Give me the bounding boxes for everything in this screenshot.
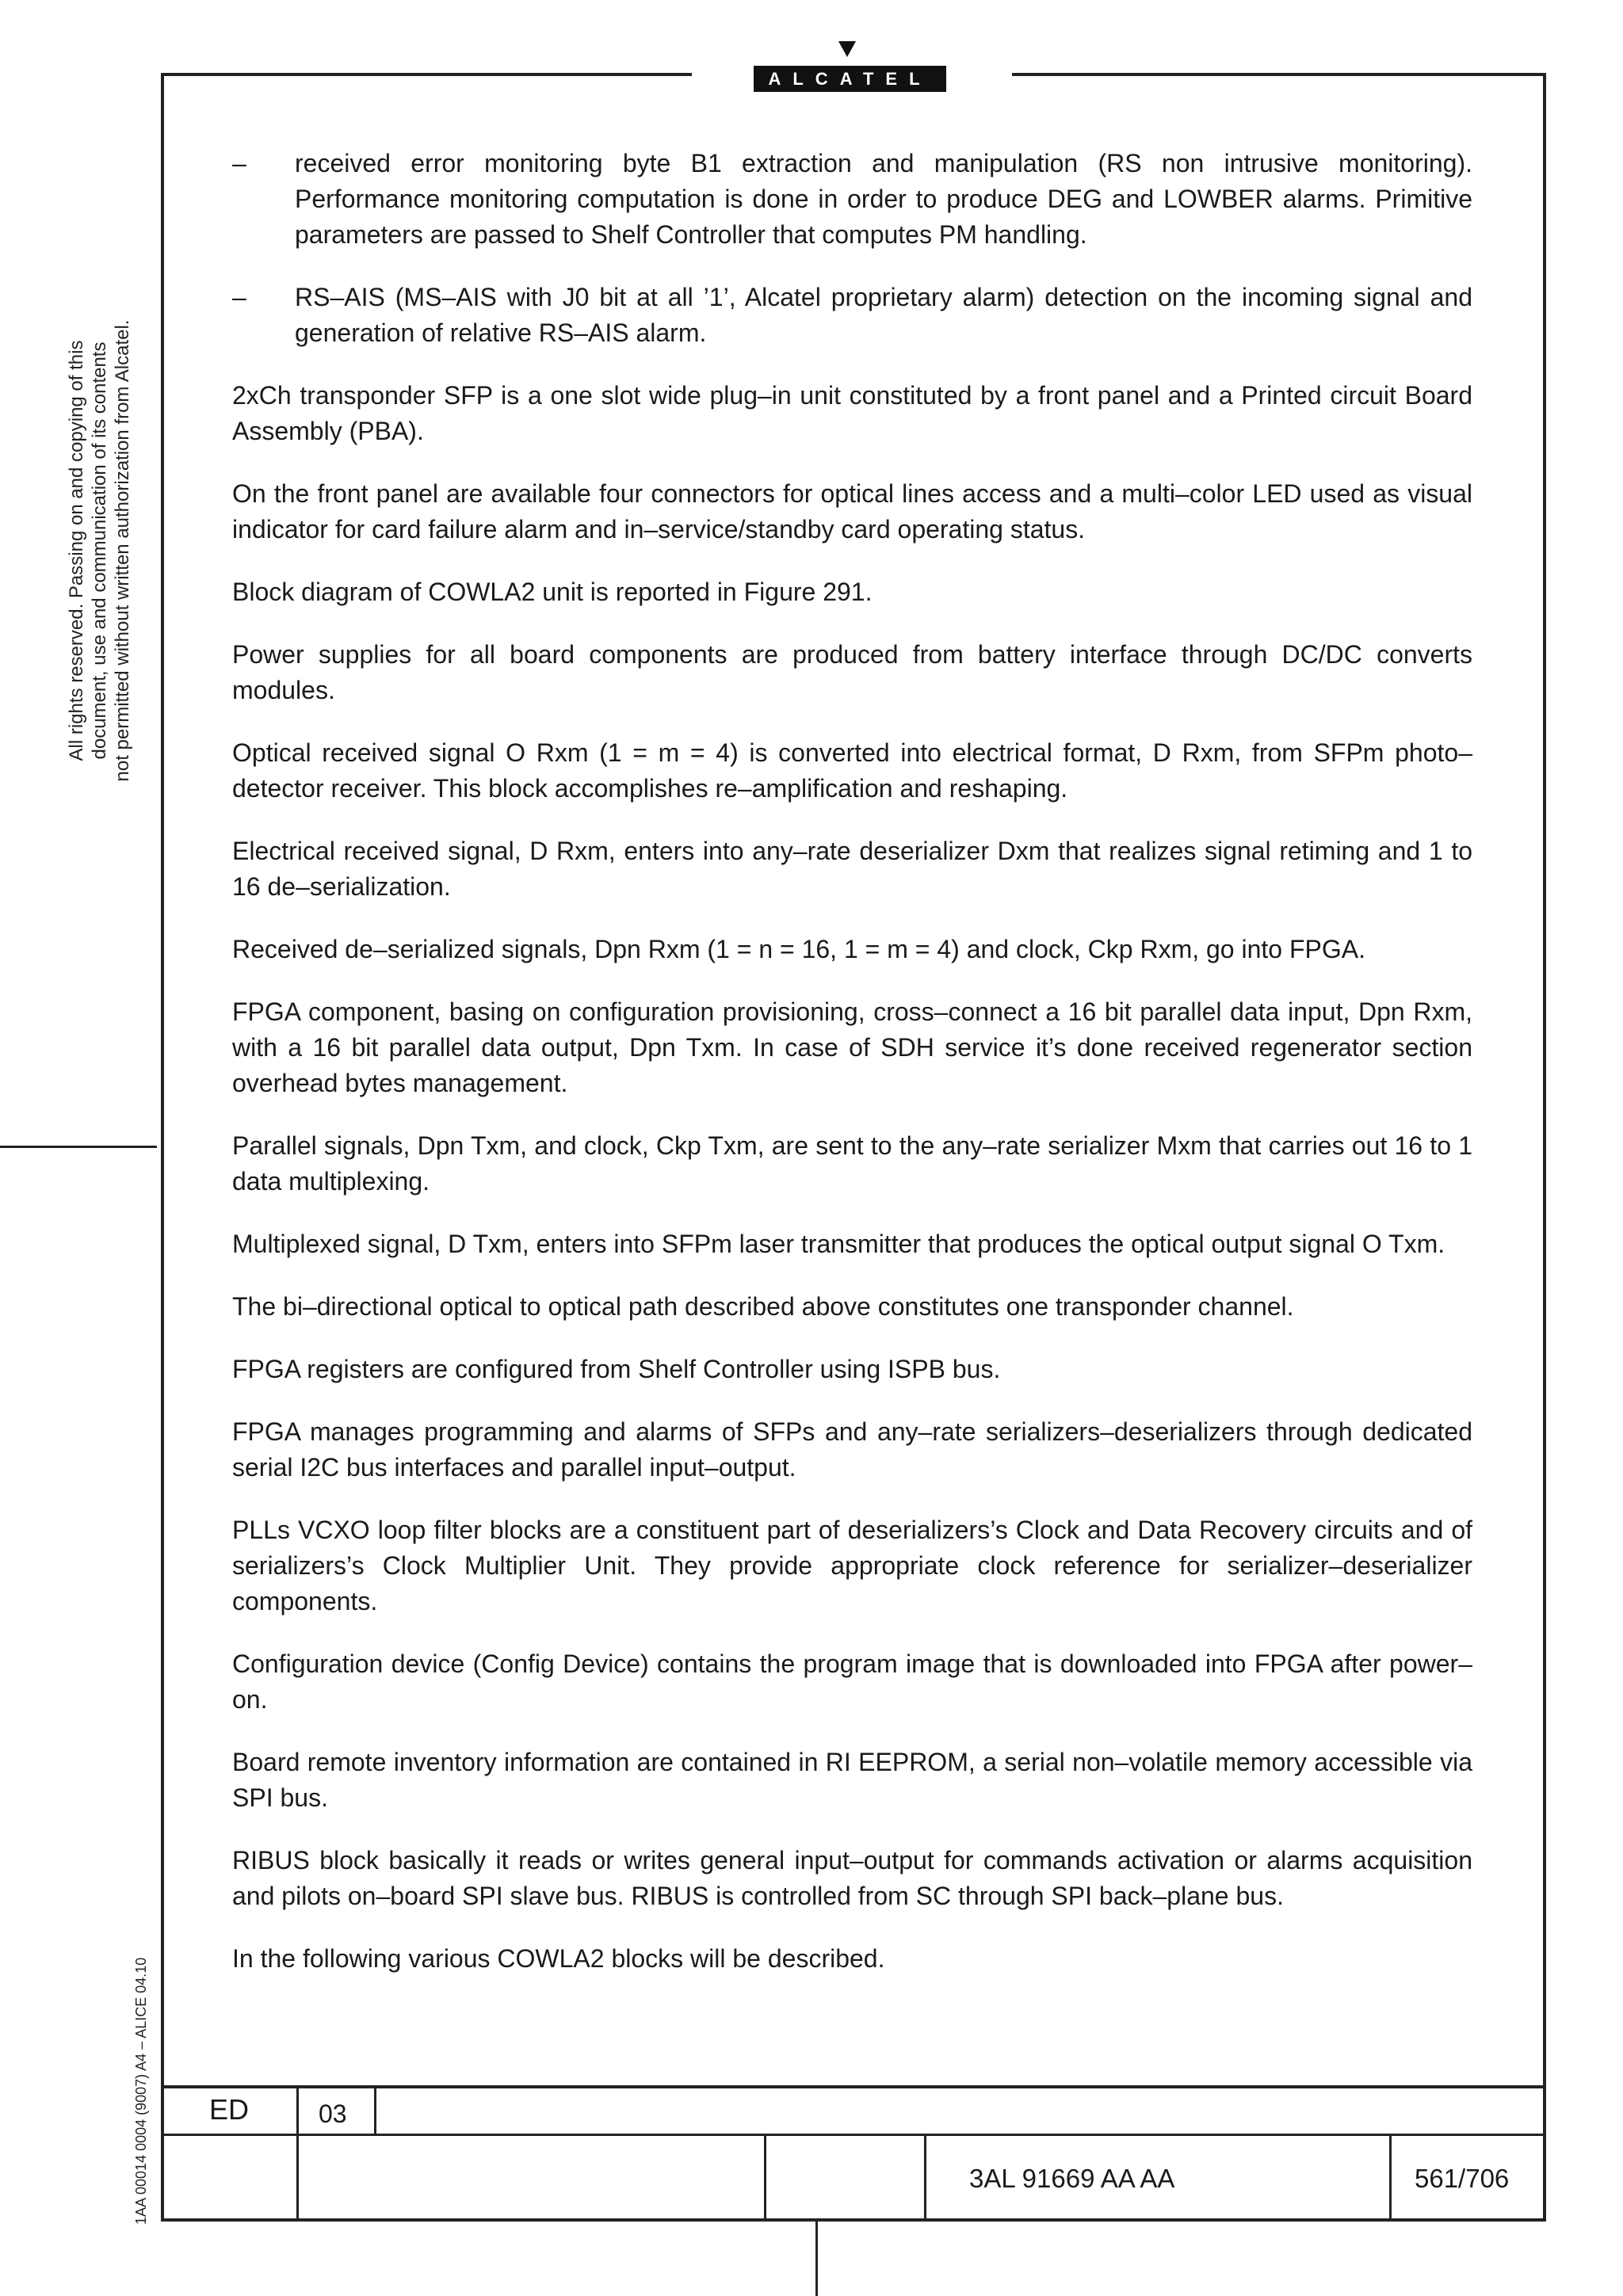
copyright-line: not permitted without written authorization from Alcatel. bbox=[112, 319, 133, 782]
paragraph: Configuration device (Config Device) contains the program image that is downloaded into FPGA after power–on. bbox=[232, 1650, 1472, 1714]
paragraph: Power supplies for all board components are produced from battery interface through DC/DC converts modules. bbox=[232, 640, 1472, 704]
paragraph: The bi–directional optical to optical path described above constitutes one transponder channel. bbox=[232, 1292, 1294, 1321]
paragraph: FPGA manages programming and alarms of SFPs and any–rate serializers–deserializers through dedicated serial I2C bus interfaces and parallel input–output. bbox=[232, 1417, 1472, 1482]
paragraph: Received de–serialized signals, Dpn Rxm (1 = n = 16, 1 = m = 4) and clock, Ckp Rxm, go into FPGA. bbox=[232, 935, 1365, 963]
frame-border-left bbox=[161, 73, 164, 2220]
paragraph: RIBUS block basically it reads or writes general input–output for commands activation or alarms acquisition and pilots on–board SPI slave bus. RIBUS is controlled from SC through SPI back–plane bus. bbox=[232, 1846, 1472, 1910]
bottom-center-mark bbox=[815, 2222, 818, 2296]
title-block-top-rule bbox=[161, 2085, 1546, 2088]
frame-border-right bbox=[1543, 73, 1546, 2220]
document-number: 3AL 91669 AA AA bbox=[969, 2164, 1175, 2193]
edition-label: ED bbox=[209, 2093, 250, 2126]
title-block-divider bbox=[374, 2085, 376, 2134]
copyright-line: document, use and communication of its contents bbox=[89, 341, 110, 760]
frame-border-bottom bbox=[161, 2218, 1546, 2222]
paragraph: PLLs VCXO loop filter blocks are a constituent part of deserializers’s Clock and Data Recovery circuits and of serializers’s Clock Multiplier Unit. They provide appropriate clock reference for serializer–deserializer components. bbox=[232, 1516, 1472, 1615]
margin-fold-mark bbox=[0, 1146, 157, 1148]
edition-value: 03 bbox=[319, 2100, 347, 2128]
form-code bbox=[132, 1917, 163, 2226]
title-block-divider bbox=[764, 2134, 766, 2220]
alcatel-logo: ALCATEL bbox=[754, 66, 946, 92]
title-block-divider bbox=[296, 2085, 299, 2220]
paragraph: 2xCh transponder SFP is a one slot wide plug–in unit constituted by a front panel and a Printed circuit Board Assembly (PBA). bbox=[232, 381, 1472, 445]
bullet-text: received error monitoring byte B1 extraction and manipulation (RS non intrusive monitoring). Performance monitoring computation is done in order to produce DEG and LOWBER alarms. Primitive parameters are passed to Shelf Controller that computes PM handling. bbox=[295, 149, 1472, 249]
frame-border-top-right bbox=[1012, 73, 1546, 76]
paragraph: Parallel signals, Dpn Txm, and clock, Ckp Txm, are sent to the any–rate serializer Mxm that carries out 16 to 1 data multiplexing. bbox=[232, 1131, 1472, 1196]
dash-bullet-icon: – bbox=[232, 149, 246, 177]
paragraph: FPGA registers are configured from Shelf Controller using ISPB bus. bbox=[232, 1355, 1001, 1383]
dash-bullet-icon: – bbox=[232, 283, 246, 311]
paragraph: In the following various COWLA2 blocks will be described. bbox=[232, 1944, 885, 1973]
paragraph: Electrical received signal, D Rxm, enters into any–rate deserializer Dxm that realizes signal retiming and 1 to 16 de–serialization. bbox=[232, 837, 1472, 901]
bullet-item bbox=[232, 146, 1472, 253]
paragraph: Block diagram of COWLA2 unit is reported in Figure 291. bbox=[232, 578, 873, 606]
title-block-divider bbox=[924, 2134, 926, 2220]
document-body bbox=[232, 146, 1472, 1977]
paragraph: Board remote inventory information are contained in RI EEPROM, a serial non–volatile memory accessible via SPI bus. bbox=[232, 1748, 1472, 1812]
logo-triangle-icon bbox=[838, 41, 856, 57]
form-code-text: 1AA 00014 0004 (9007) A4 – ALICE 04.10 bbox=[133, 1957, 149, 2225]
paragraph: Optical received signal O Rxm (1 = m = 4) is converted into electrical format, D Rxm, from SFPm photo–detector receiver. This block accomplishes re–amplification and reshaping. bbox=[232, 738, 1472, 803]
paragraph: FPGA component, basing on configuration provisioning, cross–connect a 16 bit parallel data input, Dpn Rxm, with a 16 bit parallel data output, Dpn Txm. In case of SDH service it’s done received regenerator section overhead bytes management. bbox=[232, 997, 1472, 1097]
title-block-mid-rule bbox=[161, 2134, 1546, 2136]
paragraph: On the front panel are available four connectors for optical lines access and a multi–color LED used as visual indicator for card failure alarm and in–service/standby card operating status. bbox=[232, 479, 1472, 543]
copyright-line: All rights reserved. Passing on and copying of this bbox=[66, 340, 87, 761]
bullet-text: RS–AIS (MS–AIS with J0 bit at all ’1’, Alcatel proprietary alarm) detection on the incoming signal and generation of relative RS–AIS alarm. bbox=[295, 283, 1472, 347]
copyright-notice bbox=[65, 273, 160, 828]
bullet-item bbox=[232, 280, 1472, 351]
frame-border-top-left bbox=[161, 73, 692, 76]
paragraph: Multiplexed signal, D Txm, enters into SFPm laser transmitter that produces the optical output signal O Txm. bbox=[232, 1230, 1445, 1258]
page-number: 561/706 bbox=[1415, 2164, 1510, 2193]
title-block-divider bbox=[1389, 2134, 1392, 2220]
